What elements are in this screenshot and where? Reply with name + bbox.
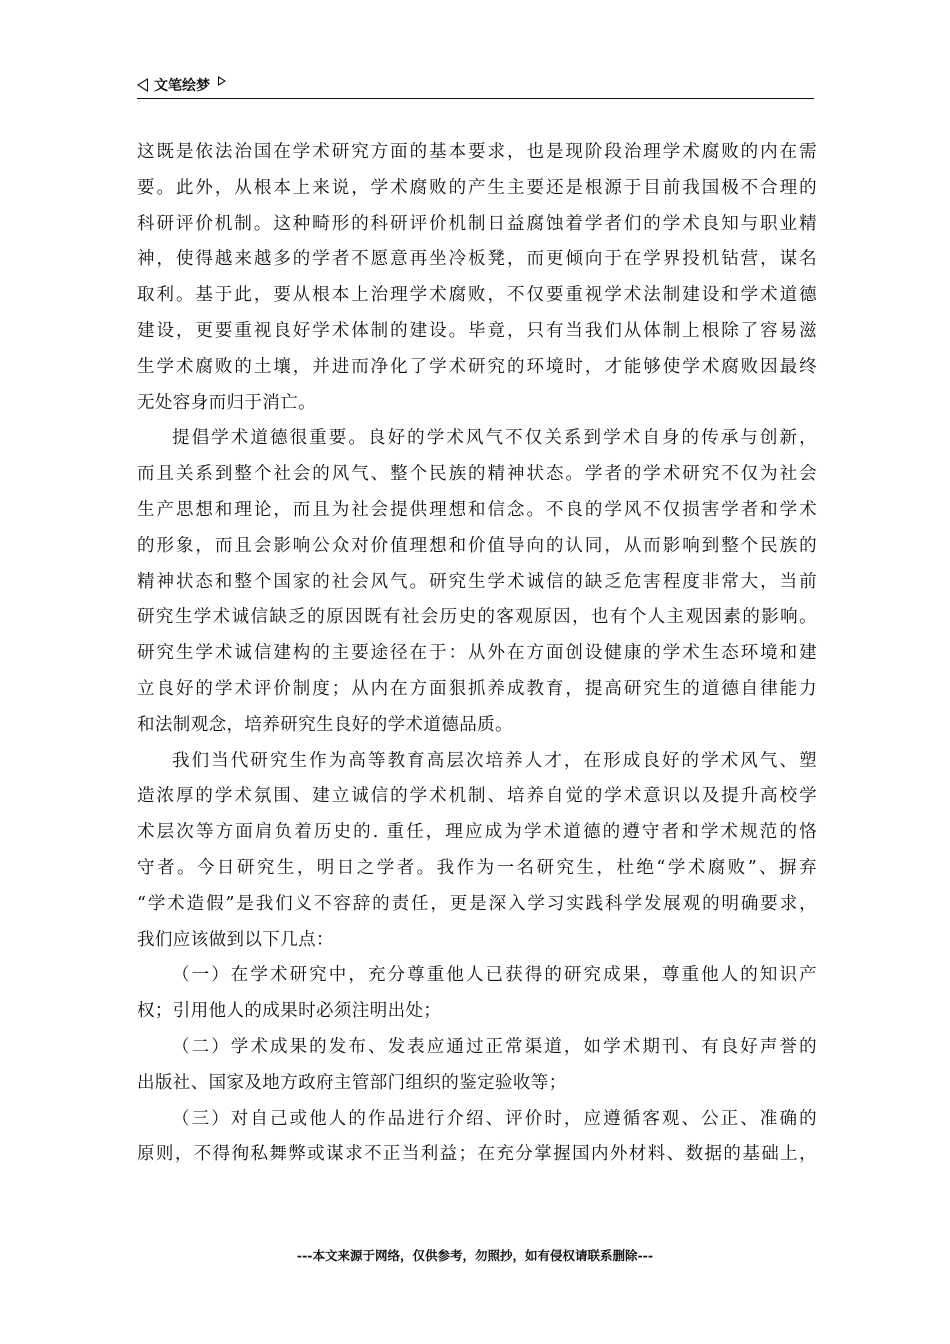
text-line: （一）在学术研究中，充分尊重他人已获得的研究成果，尊重他人的知识产 [172,965,817,986]
header-divider [137,98,814,99]
text-line: 科研评价机制。这种畸形的科研评价机制日益腐蚀着学者们的学术良知与职业精 [137,213,817,234]
list-item-3 [137,1102,817,1174]
text-line: 研究生学术诚信缺乏的原因既有社会历史的客观原因，也有个人主观因素的影响。 [137,607,817,628]
text-line: 原则，不得徇私舞弊或谋求不正当利益；在充分掌握国内外材料、数据的基础上， [137,1144,817,1165]
page-footer: ---本文来源于网络，仅供参考，勿照抄，如有侵权请联系删除--- [296,1248,654,1263]
paragraph-3 [137,744,817,959]
text-line: 提倡学术道德很重要。良好的学术风气不仅关系到学术自身的传承与创新， [172,428,817,449]
text-line: 出版社、国家及地方政府主管部门组织的鉴定验收等； [137,1072,567,1093]
paragraph-1 [137,135,817,421]
text-line: 神，使得越来越多的学者不愿意再坐冷板凳，而更倾向于在学界投机钻营，谋名 [137,249,817,270]
list-item-1 [137,958,817,1030]
list-item-2 [137,1030,817,1102]
text-line: 立良好的学术评价制度；从内在方面狠抓养成教育，提高研究生的道德自律能力 [137,678,817,699]
text-line: 我们当代研究生作为高等教育高层次培养人才，在形成良好的学术风气、塑 [172,750,817,771]
text-line: 权；引用他人的成果时必须注明出处； [137,1001,442,1022]
text-line: “学术造假”是我们义不容辞的责任，更是深入学习实践科学发展观的明确要求， [137,893,817,914]
text-line: 生学术腐败的土壤，并进而净化了学术研究的环境时，才能够使学术腐败因最终 [137,356,817,377]
page-header [137,74,813,96]
text-line: 和法制观念，培养研究生良好的学术道德品质。 [137,714,513,735]
text-line: （三）对自己或他人的作品进行介绍、评价时，应遵循客观、公正、准确的 [172,1108,817,1129]
text-line: 术层次等方面肩负着历史的. 重任，理应成为学术道德的遵守者和学术规范的恪 [137,822,817,843]
header-title: 文笔绘梦 [154,78,210,94]
triangle-right-icon [218,76,226,86]
text-line: 这既是依法治国在学术研究方面的基本要求，也是现阶段治理学术腐败的内在需 [137,142,817,162]
text-line: 而且关系到整个社会的风气、整个民族的精神状态。学者的学术研究不仅为社会 [137,464,817,485]
text-line: 研究生学术诚信建构的主要途径在于：从外在方面创设健康的学术生态环境和建 [137,643,817,664]
triangle-left-icon [137,78,148,92]
text-line: 建设，更要重视良好学术体制的建设。毕竟，只有当我们从体制上根除了容易滋 [137,320,817,341]
text-line: 无处容身而归于消亡。 [137,392,316,413]
text-line: 守者。今日研究生，明日之学者。我作为一名研究生，杜绝“学术腐败”、摒弃 [137,857,817,878]
document-body [137,135,817,1173]
text-line: 我们应该做到以下几点： [137,929,334,950]
text-line: 取利。基于此，要从根本上治理学术腐败，不仅要重视学术法制建设和学术道德 [137,285,817,306]
text-line: 造浓厚的学术氛围、建立诚信的学术机制、培养自觉的学术意识以及提升高校学 [137,786,817,807]
text-line: （二）学术成果的发布、发表应通过正常渠道，如学术期刊、有良好声誉的 [172,1036,817,1057]
text-line: 的形象，而且会影响公众对价值理想和价值导向的认同，从而影响到整个民族的 [137,535,817,556]
text-line: 精神状态和整个国家的社会风气。研究生学术诚信的缺乏危害程度非常大，当前 [137,571,817,592]
text-line: 生产思想和理论，而且为社会提供理想和信念。不良的学风不仅损害学者和学术 [137,499,817,520]
text-line: 要。此外，从根本上来说，学术腐败的产生主要还是根源于目前我国极不合理的 [137,177,817,198]
paragraph-2 [137,421,817,743]
